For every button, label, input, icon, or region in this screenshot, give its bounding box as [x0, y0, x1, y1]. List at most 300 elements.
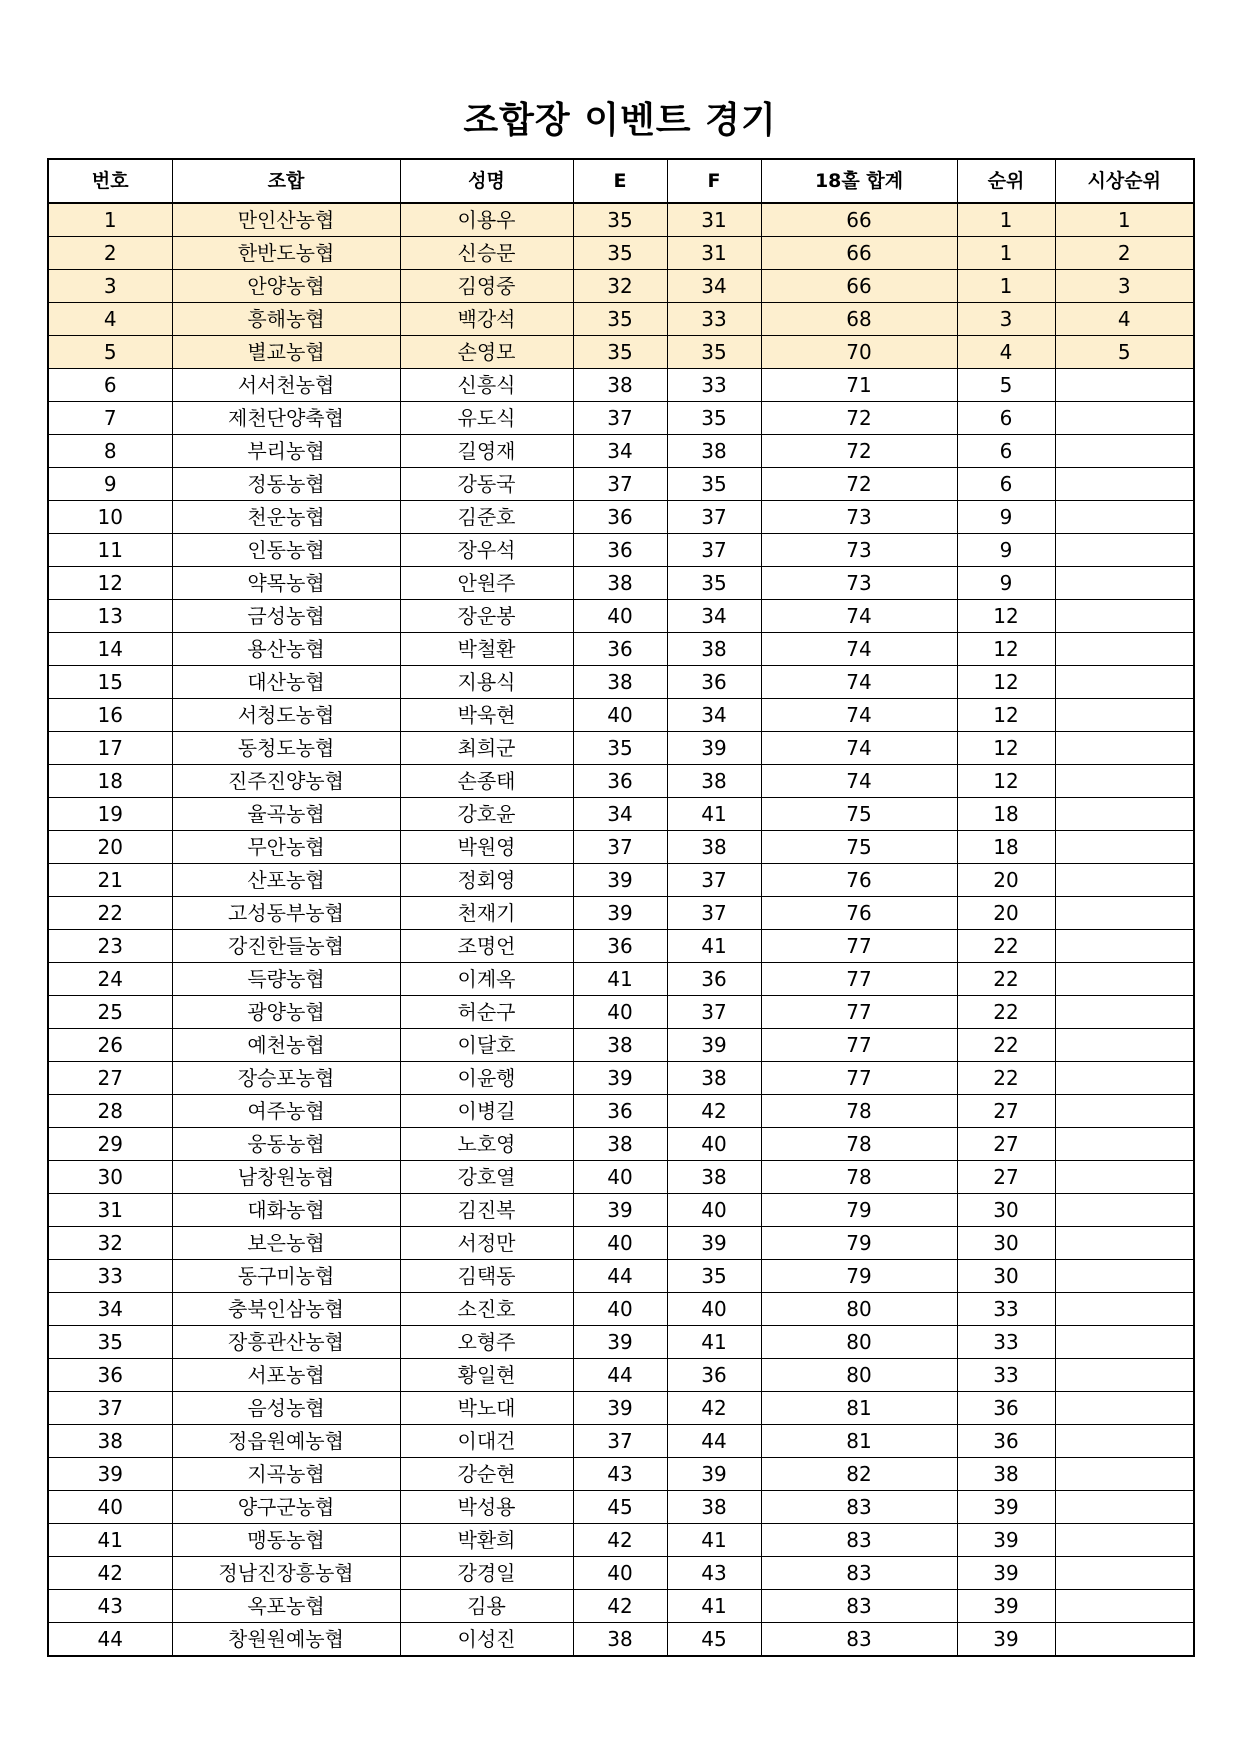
table-row	[48, 402, 1194, 435]
cell-award-rank	[1055, 1227, 1194, 1260]
cell-f-score: 38	[667, 765, 761, 798]
cell-award-rank	[1055, 402, 1194, 435]
cell-f-score: 37	[667, 897, 761, 930]
cell-union: 제천단양축협	[172, 402, 400, 435]
cell-rank: 39	[957, 1524, 1055, 1557]
cell-name: 이계옥	[400, 963, 573, 996]
cell-number: 43	[48, 1590, 172, 1623]
cell-name: 천재기	[400, 897, 573, 930]
cell-f-score: 42	[667, 1392, 761, 1425]
cell-name: 박노대	[400, 1392, 573, 1425]
cell-award-rank	[1055, 1062, 1194, 1095]
cell-rank: 5	[957, 369, 1055, 402]
page-title: 조합장 이벤트 경기	[463, 100, 777, 141]
cell-e-score: 39	[573, 1062, 667, 1095]
cell-union: 보은농협	[172, 1227, 400, 1260]
cell-e-score: 34	[573, 798, 667, 831]
table-row	[48, 1359, 1194, 1392]
cell-f-score: 39	[667, 1029, 761, 1062]
cell-name: 손종태	[400, 765, 573, 798]
cell-rank: 12	[957, 666, 1055, 699]
cell-rank: 33	[957, 1326, 1055, 1359]
cell-number: 28	[48, 1095, 172, 1128]
cell-f-score: 34	[667, 699, 761, 732]
cell-e-score: 38	[573, 666, 667, 699]
cell-union: 약목농협	[172, 567, 400, 600]
cell-award-rank	[1055, 1392, 1194, 1425]
table-row	[48, 732, 1194, 765]
cell-e-score: 45	[573, 1491, 667, 1524]
cell-number: 8	[48, 435, 172, 468]
cell-rank: 22	[957, 930, 1055, 963]
cell-award-rank	[1055, 1194, 1194, 1227]
cell-rank: 27	[957, 1128, 1055, 1161]
cell-union: 만인산농협	[172, 203, 400, 237]
cell-number: 38	[48, 1425, 172, 1458]
cell-union: 득량농협	[172, 963, 400, 996]
cell-name: 서정만	[400, 1227, 573, 1260]
cell-e-score: 39	[573, 1326, 667, 1359]
cell-number: 7	[48, 402, 172, 435]
cell-total: 80	[761, 1293, 957, 1326]
cell-union: 산포농협	[172, 864, 400, 897]
table-row	[48, 864, 1194, 897]
cell-e-score: 37	[573, 468, 667, 501]
cell-union: 정읍원예농협	[172, 1425, 400, 1458]
cell-f-score: 41	[667, 930, 761, 963]
cell-name: 손영모	[400, 336, 573, 369]
cell-e-score: 34	[573, 435, 667, 468]
table-row	[48, 1161, 1194, 1194]
cell-total: 74	[761, 600, 957, 633]
cell-union: 흥해농협	[172, 303, 400, 336]
cell-number: 23	[48, 930, 172, 963]
cell-number: 18	[48, 765, 172, 798]
cell-e-score: 42	[573, 1524, 667, 1557]
cell-number: 9	[48, 468, 172, 501]
table-row	[48, 1293, 1194, 1326]
table-row	[48, 369, 1194, 402]
cell-e-score: 40	[573, 1227, 667, 1260]
cell-award-rank	[1055, 1326, 1194, 1359]
cell-number: 10	[48, 501, 172, 534]
cell-award-rank	[1055, 1425, 1194, 1458]
cell-total: 66	[761, 203, 957, 237]
table-row	[48, 1623, 1194, 1657]
cell-award-rank	[1055, 369, 1194, 402]
cell-f-score: 31	[667, 237, 761, 270]
cell-union: 동청도농협	[172, 732, 400, 765]
cell-f-score: 37	[667, 996, 761, 1029]
table-row	[48, 567, 1194, 600]
cell-f-score: 37	[667, 534, 761, 567]
cell-e-score: 38	[573, 369, 667, 402]
cell-rank: 22	[957, 996, 1055, 1029]
cell-f-score: 31	[667, 203, 761, 237]
cell-award-rank	[1055, 534, 1194, 567]
cell-total: 74	[761, 699, 957, 732]
cell-rank: 27	[957, 1095, 1055, 1128]
cell-number: 35	[48, 1326, 172, 1359]
cell-name: 이성진	[400, 1623, 573, 1657]
cell-union: 창원원예농협	[172, 1623, 400, 1657]
cell-rank: 12	[957, 600, 1055, 633]
cell-name: 이윤행	[400, 1062, 573, 1095]
table-row	[48, 1458, 1194, 1491]
cell-total: 66	[761, 270, 957, 303]
table-row	[48, 699, 1194, 732]
cell-award-rank: 2	[1055, 237, 1194, 270]
cell-e-score: 36	[573, 633, 667, 666]
table-row	[48, 1260, 1194, 1293]
cell-number: 30	[48, 1161, 172, 1194]
cell-rank: 22	[957, 1062, 1055, 1095]
cell-name: 박성용	[400, 1491, 573, 1524]
cell-rank: 39	[957, 1491, 1055, 1524]
cell-number: 42	[48, 1557, 172, 1590]
cell-f-score: 36	[667, 963, 761, 996]
cell-total: 78	[761, 1095, 957, 1128]
cell-f-score: 45	[667, 1623, 761, 1657]
cell-total: 77	[761, 1062, 957, 1095]
cell-rank: 38	[957, 1458, 1055, 1491]
cell-e-score: 37	[573, 1425, 667, 1458]
cell-rank: 18	[957, 798, 1055, 831]
cell-rank: 20	[957, 864, 1055, 897]
cell-f-score: 44	[667, 1425, 761, 1458]
table-row	[48, 765, 1194, 798]
cell-award-rank: 5	[1055, 336, 1194, 369]
cell-award-rank	[1055, 600, 1194, 633]
cell-rank: 1	[957, 270, 1055, 303]
header-row	[48, 159, 1194, 203]
cell-name: 백강석	[400, 303, 573, 336]
column-header-rank: 순위	[957, 159, 1055, 203]
cell-name: 강호윤	[400, 798, 573, 831]
cell-number: 39	[48, 1458, 172, 1491]
cell-number: 5	[48, 336, 172, 369]
cell-total: 83	[761, 1491, 957, 1524]
cell-e-score: 32	[573, 270, 667, 303]
cell-union: 천운농협	[172, 501, 400, 534]
cell-total: 79	[761, 1194, 957, 1227]
cell-e-score: 41	[573, 963, 667, 996]
table-row	[48, 237, 1194, 270]
cell-rank: 12	[957, 633, 1055, 666]
cell-union: 정동농협	[172, 468, 400, 501]
cell-name: 김준호	[400, 501, 573, 534]
column-header-award-rank: 시상순위	[1055, 159, 1194, 203]
cell-f-score: 40	[667, 1128, 761, 1161]
table-row	[48, 1128, 1194, 1161]
table-row	[48, 1524, 1194, 1557]
cell-f-score: 34	[667, 600, 761, 633]
table-row	[48, 996, 1194, 1029]
cell-f-score: 41	[667, 798, 761, 831]
cell-e-score: 36	[573, 930, 667, 963]
cell-name: 황일현	[400, 1359, 573, 1392]
cell-f-score: 35	[667, 336, 761, 369]
column-header-f: F	[667, 159, 761, 203]
cell-union: 동구미농협	[172, 1260, 400, 1293]
table-row	[48, 1227, 1194, 1260]
cell-union: 예천농협	[172, 1029, 400, 1062]
cell-e-score: 35	[573, 203, 667, 237]
cell-total: 79	[761, 1260, 957, 1293]
cell-number: 11	[48, 534, 172, 567]
cell-award-rank	[1055, 435, 1194, 468]
cell-f-score: 40	[667, 1194, 761, 1227]
table-row	[48, 633, 1194, 666]
cell-rank: 6	[957, 402, 1055, 435]
cell-name: 박철환	[400, 633, 573, 666]
cell-f-score: 41	[667, 1590, 761, 1623]
cell-award-rank	[1055, 1095, 1194, 1128]
cell-award-rank	[1055, 1029, 1194, 1062]
cell-total: 78	[761, 1128, 957, 1161]
cell-rank: 9	[957, 567, 1055, 600]
cell-rank: 39	[957, 1590, 1055, 1623]
table-row	[48, 1029, 1194, 1062]
cell-total: 82	[761, 1458, 957, 1491]
cell-f-score: 38	[667, 1161, 761, 1194]
cell-total: 73	[761, 501, 957, 534]
cell-e-score: 36	[573, 1095, 667, 1128]
cell-f-score: 36	[667, 1359, 761, 1392]
cell-total: 72	[761, 435, 957, 468]
table-row	[48, 1062, 1194, 1095]
cell-union: 장승포농협	[172, 1062, 400, 1095]
cell-e-score: 38	[573, 1623, 667, 1657]
cell-total: 76	[761, 897, 957, 930]
cell-total: 77	[761, 1029, 957, 1062]
cell-number: 20	[48, 831, 172, 864]
cell-f-score: 37	[667, 864, 761, 897]
cell-name: 길영재	[400, 435, 573, 468]
table-row	[48, 600, 1194, 633]
table-body	[48, 203, 1194, 1656]
cell-award-rank	[1055, 864, 1194, 897]
cell-union: 서포농협	[172, 1359, 400, 1392]
cell-rank: 12	[957, 765, 1055, 798]
table-row	[48, 1095, 1194, 1128]
cell-award-rank	[1055, 930, 1194, 963]
table-row	[48, 798, 1194, 831]
cell-rank: 1	[957, 237, 1055, 270]
cell-award-rank	[1055, 1557, 1194, 1590]
cell-e-score: 39	[573, 1392, 667, 1425]
cell-union: 고성동부농협	[172, 897, 400, 930]
cell-e-score: 40	[573, 1161, 667, 1194]
cell-e-score: 38	[573, 1128, 667, 1161]
cell-f-score: 35	[667, 567, 761, 600]
cell-f-score: 38	[667, 831, 761, 864]
cell-name: 박환희	[400, 1524, 573, 1557]
cell-union: 대화농협	[172, 1194, 400, 1227]
cell-total: 66	[761, 237, 957, 270]
cell-number: 15	[48, 666, 172, 699]
cell-e-score: 40	[573, 1293, 667, 1326]
cell-rank: 6	[957, 468, 1055, 501]
cell-union: 안양농협	[172, 270, 400, 303]
cell-rank: 30	[957, 1260, 1055, 1293]
cell-award-rank	[1055, 798, 1194, 831]
cell-number: 3	[48, 270, 172, 303]
cell-name: 최희군	[400, 732, 573, 765]
cell-e-score: 37	[573, 402, 667, 435]
cell-rank: 39	[957, 1623, 1055, 1657]
cell-total: 83	[761, 1557, 957, 1590]
cell-number: 26	[48, 1029, 172, 1062]
cell-rank: 22	[957, 1029, 1055, 1062]
cell-award-rank: 4	[1055, 303, 1194, 336]
cell-e-score: 35	[573, 303, 667, 336]
cell-name: 정회영	[400, 864, 573, 897]
cell-e-score: 40	[573, 996, 667, 1029]
table-row	[48, 468, 1194, 501]
table-row	[48, 534, 1194, 567]
table-row	[48, 1557, 1194, 1590]
cell-union: 율곡농협	[172, 798, 400, 831]
cell-name: 김영중	[400, 270, 573, 303]
cell-award-rank	[1055, 732, 1194, 765]
cell-e-score: 36	[573, 765, 667, 798]
cell-union: 강진한들농협	[172, 930, 400, 963]
cell-number: 36	[48, 1359, 172, 1392]
cell-union: 맹동농협	[172, 1524, 400, 1557]
cell-e-score: 40	[573, 1557, 667, 1590]
cell-total: 70	[761, 336, 957, 369]
cell-union: 남창원농협	[172, 1161, 400, 1194]
cell-name: 김택동	[400, 1260, 573, 1293]
cell-f-score: 33	[667, 303, 761, 336]
cell-union: 용산농협	[172, 633, 400, 666]
cell-name: 강경일	[400, 1557, 573, 1590]
cell-total: 72	[761, 468, 957, 501]
cell-f-score: 36	[667, 666, 761, 699]
table-row	[48, 303, 1194, 336]
cell-name: 이달호	[400, 1029, 573, 1062]
cell-award-rank: 1	[1055, 203, 1194, 237]
column-header-number: 번호	[48, 159, 172, 203]
cell-number: 21	[48, 864, 172, 897]
cell-number: 40	[48, 1491, 172, 1524]
table-row	[48, 1194, 1194, 1227]
table-row	[48, 203, 1194, 237]
cell-f-score: 41	[667, 1524, 761, 1557]
table-row	[48, 930, 1194, 963]
cell-number: 19	[48, 798, 172, 831]
cell-award-rank	[1055, 468, 1194, 501]
cell-total: 81	[761, 1425, 957, 1458]
cell-total: 77	[761, 963, 957, 996]
cell-e-score: 40	[573, 699, 667, 732]
table-row	[48, 1392, 1194, 1425]
cell-e-score: 35	[573, 732, 667, 765]
cell-total: 72	[761, 402, 957, 435]
cell-rank: 27	[957, 1161, 1055, 1194]
cell-name: 강호열	[400, 1161, 573, 1194]
cell-name: 박욱현	[400, 699, 573, 732]
cell-total: 74	[761, 666, 957, 699]
cell-number: 44	[48, 1623, 172, 1657]
results-table	[47, 158, 1195, 1657]
cell-number: 2	[48, 237, 172, 270]
cell-number: 16	[48, 699, 172, 732]
column-header-union: 조합	[172, 159, 400, 203]
cell-number: 22	[48, 897, 172, 930]
cell-name: 허순구	[400, 996, 573, 1029]
cell-f-score: 42	[667, 1095, 761, 1128]
cell-rank: 1	[957, 203, 1055, 237]
cell-e-score: 39	[573, 897, 667, 930]
cell-number: 24	[48, 963, 172, 996]
cell-rank: 22	[957, 963, 1055, 996]
cell-award-rank	[1055, 963, 1194, 996]
cell-union: 장흥관산농협	[172, 1326, 400, 1359]
cell-f-score: 38	[667, 633, 761, 666]
cell-name: 유도식	[400, 402, 573, 435]
cell-name: 조명언	[400, 930, 573, 963]
cell-e-score: 44	[573, 1359, 667, 1392]
cell-union: 부리농협	[172, 435, 400, 468]
cell-e-score: 38	[573, 1029, 667, 1062]
cell-name: 안원주	[400, 567, 573, 600]
cell-union: 지곡농협	[172, 1458, 400, 1491]
cell-total: 77	[761, 930, 957, 963]
cell-total: 75	[761, 798, 957, 831]
cell-name: 강동국	[400, 468, 573, 501]
cell-number: 37	[48, 1392, 172, 1425]
cell-rank: 36	[957, 1392, 1055, 1425]
cell-name: 장운봉	[400, 600, 573, 633]
cell-name: 장우석	[400, 534, 573, 567]
table-row	[48, 897, 1194, 930]
cell-rank: 33	[957, 1293, 1055, 1326]
cell-total: 71	[761, 369, 957, 402]
cell-award-rank	[1055, 1359, 1194, 1392]
cell-rank: 12	[957, 699, 1055, 732]
cell-award-rank	[1055, 1524, 1194, 1557]
cell-e-score: 37	[573, 831, 667, 864]
cell-f-score: 33	[667, 369, 761, 402]
column-header-e: E	[573, 159, 667, 203]
cell-total: 73	[761, 534, 957, 567]
cell-award-rank	[1055, 1458, 1194, 1491]
cell-award-rank	[1055, 501, 1194, 534]
cell-rank: 12	[957, 732, 1055, 765]
table-row	[48, 666, 1194, 699]
cell-f-score: 39	[667, 1458, 761, 1491]
cell-rank: 36	[957, 1425, 1055, 1458]
cell-union: 진주진양농협	[172, 765, 400, 798]
cell-rank: 30	[957, 1194, 1055, 1227]
cell-award-rank	[1055, 996, 1194, 1029]
cell-number: 33	[48, 1260, 172, 1293]
cell-name: 강순현	[400, 1458, 573, 1491]
cell-e-score: 40	[573, 600, 667, 633]
cell-name: 오형주	[400, 1326, 573, 1359]
cell-name: 이용우	[400, 203, 573, 237]
cell-rank: 33	[957, 1359, 1055, 1392]
cell-union: 별교농협	[172, 336, 400, 369]
cell-name: 박원영	[400, 831, 573, 864]
cell-name: 신흥식	[400, 369, 573, 402]
cell-union: 대산농협	[172, 666, 400, 699]
cell-number: 32	[48, 1227, 172, 1260]
table-row	[48, 963, 1194, 996]
cell-union: 음성농협	[172, 1392, 400, 1425]
